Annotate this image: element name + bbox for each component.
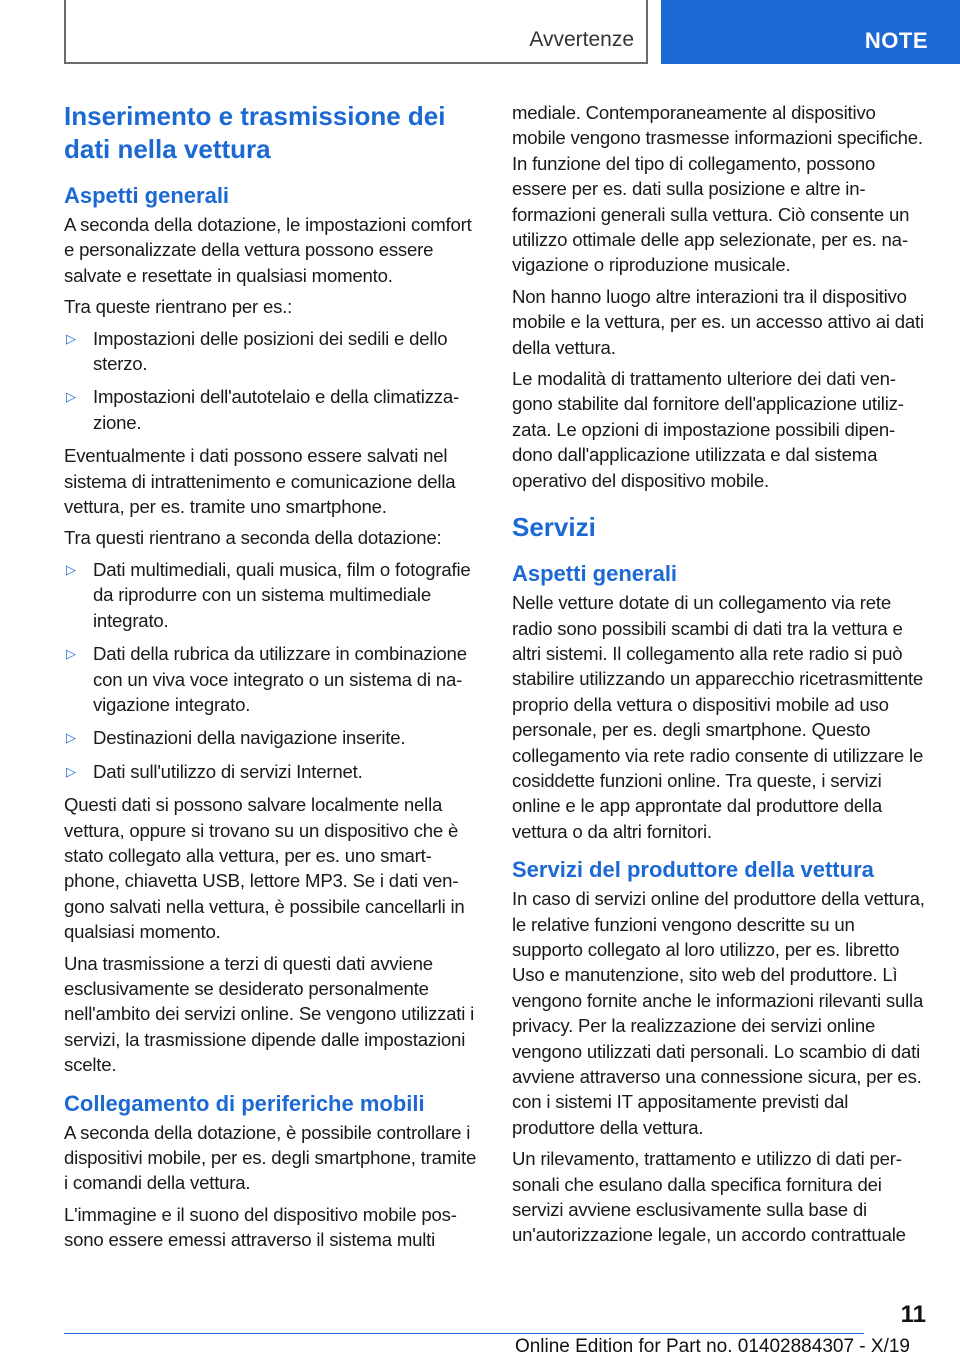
triangle-bullet-icon: ▷	[66, 763, 76, 779]
heading-services: Servizi	[512, 512, 596, 543]
footer-edition: Online Edition for Part no. 01402884307 - X/19	[514, 1336, 910, 1357]
list-item: ▷ Impostazioni delle posizioni dei sedili e dello sterzo.	[66, 327, 448, 375]
paragraph: Le modalità di trattamento ulteriore dei dati vengono stabilite dal fornitore dell'applicazione utilizzata. Le opzioni di impostazione possibili dipendono dall'applicazione utilizzata e dal sistema operativo del dispositivo mobile.	[512, 368, 904, 491]
heading-general-aspects: Aspetti generali	[512, 561, 678, 587]
paragraph: Una trasmissione a terzi di questi dati avviene esclusivamente se desiderato personalmente nell'ambito dei servizi online. Se vengono utilizzati i servizi, la trasmissione dipende dalle impostazioni scelte.	[64, 952, 475, 1076]
list-item: ▷ Dati sull'utilizzo di servizi Internet.	[64, 759, 478, 784]
paragraph: Eventualmente i dati possono essere salvati nel sistema di intrattenimento e comunicazione della vettura, per es. tramite uno smartphone.	[64, 445, 456, 518]
paragraph: Tra questi rientrano a seconda della dotazione:	[64, 527, 442, 549]
bullet-list	[64, 557, 478, 784]
heading-manufacturer-services: Servizi del produttore della vettura	[512, 857, 874, 883]
paragraph: Nelle vetture dotate di un collegamento via rete radio sono possibili scambi di dati tra la vettura e altri sistemi. Il collegamento alla rete radio si può stabilire utilizzando un apparecchio ricetrasmittente proprio della vettura o dispositivi mobile ad uso personale, per es. degli smartphone. Questo collegamento via rete radio consente di utilizzare le cosiddette funzioni online. Tra queste, i servizi online e le app approntate dal produttore della vettura o da altri fornitori.	[512, 592, 924, 842]
triangle-bullet-icon: ▷	[66, 730, 76, 746]
paragraph: In caso di servizi online del produttore della vettura, le relative funzioni vengono descritte su un supporto collegato al loro utilizzo, per es. libretto Uso e manutenzione, sito web del produttore. Lì vengono fornite anche le informazioni rilevanti sulla privacy. Per la realizzazione dei servizi online vengono utilizzati dati personali. Lo scambio di dati avviene attraverso una connessione sicura, per es. con i sistemi IT appositamente previsti dal produttore della vettura.	[512, 888, 925, 1138]
paragraph: Un rilevamento, trattamento e utilizzo di dati personali che esulano dalla specifica fornitura dei servizi avviene esclusivamente sulla base di un'autorizzazione legale, un accordo contrattuale	[512, 1148, 906, 1246]
footer-divider	[64, 1333, 864, 1334]
list-item: ▷ Destinazioni della navigazione inserite.	[64, 725, 478, 750]
paragraph: Non hanno luogo altre interazioni tra il dispositivo mobile e la vettura, per es. un accesso attivo ai dati della vettura.	[512, 285, 924, 358]
paragraph: Questi dati si possono salvare localmente nella vettura, oppure si trovano su un dispositivo che è stato collegato alla vettura, per es. uno smartphone, chiavetta USB, lettore MP3. Se i dati vengono salvati nella vettura, è possibile cancellarli in qualsiasi momento.	[64, 794, 465, 943]
left-column	[64, 100, 478, 1259]
heading-data-transmission: Inserimento e trasmissione dei dati nella vettura	[64, 101, 446, 164]
paragraph: A seconda della dotazione, è possibile controllare i dispositivi mobile, per es. degli smartphone, tramite i comandi della vettura.	[64, 1121, 477, 1194]
list-item: ▷ Impostazioni dell'autotelaio e della climatizzazione.	[66, 386, 460, 433]
page-number: 11	[900, 1301, 926, 1328]
paragraph: Tra queste rientrano per es.:	[64, 296, 293, 318]
paragraph: A seconda della dotazione, le impostazioni comfort e personalizzate della vettura possono essere salvate e resettate in qualsiasi momento.	[64, 214, 472, 286]
header-frame	[64, 0, 648, 64]
triangle-bullet-icon: ▷	[66, 646, 76, 662]
chapter-tab-label: NOTE	[864, 28, 928, 53]
heading-general-aspects: Aspetti generali	[64, 183, 230, 208]
triangle-bullet-icon: ▷	[66, 330, 76, 346]
list-item: ▷ Dati della rubrica da utilizzare in combinazione con un viva voce integrato o un sistema di navigazione integrato.	[66, 643, 467, 715]
list-item: ▷ Dati multimediali, quali musica, film o fotografie da riprodurre con un sistema multimediale integrato.	[66, 558, 471, 631]
paragraph: mediale. Contemporaneamente al dispositivo mobile vengono trasmesse informazioni specifiche. In funzione del tipo di collegamento, possono essere per es. dati sulla posizione e altre informazioni generali sulla vettura. Ciò consente un utilizzo ottimale delle app selezionate, per es. navigazione o riproduzione musicale.	[512, 102, 923, 276]
section-title: Avvertenze	[529, 28, 634, 51]
chapter-tab	[661, 0, 960, 64]
bullet-list	[64, 326, 478, 436]
right-column	[512, 100, 926, 1254]
triangle-bullet-icon: ▷	[66, 561, 76, 577]
heading-mobile-devices: Collegamento di periferiche mobili	[64, 1090, 425, 1116]
paragraph: L'immagine e il suono del dispositivo mobile possono essere emessi attraverso il sistema multi	[64, 1203, 457, 1251]
triangle-bullet-icon: ▷	[66, 389, 76, 405]
